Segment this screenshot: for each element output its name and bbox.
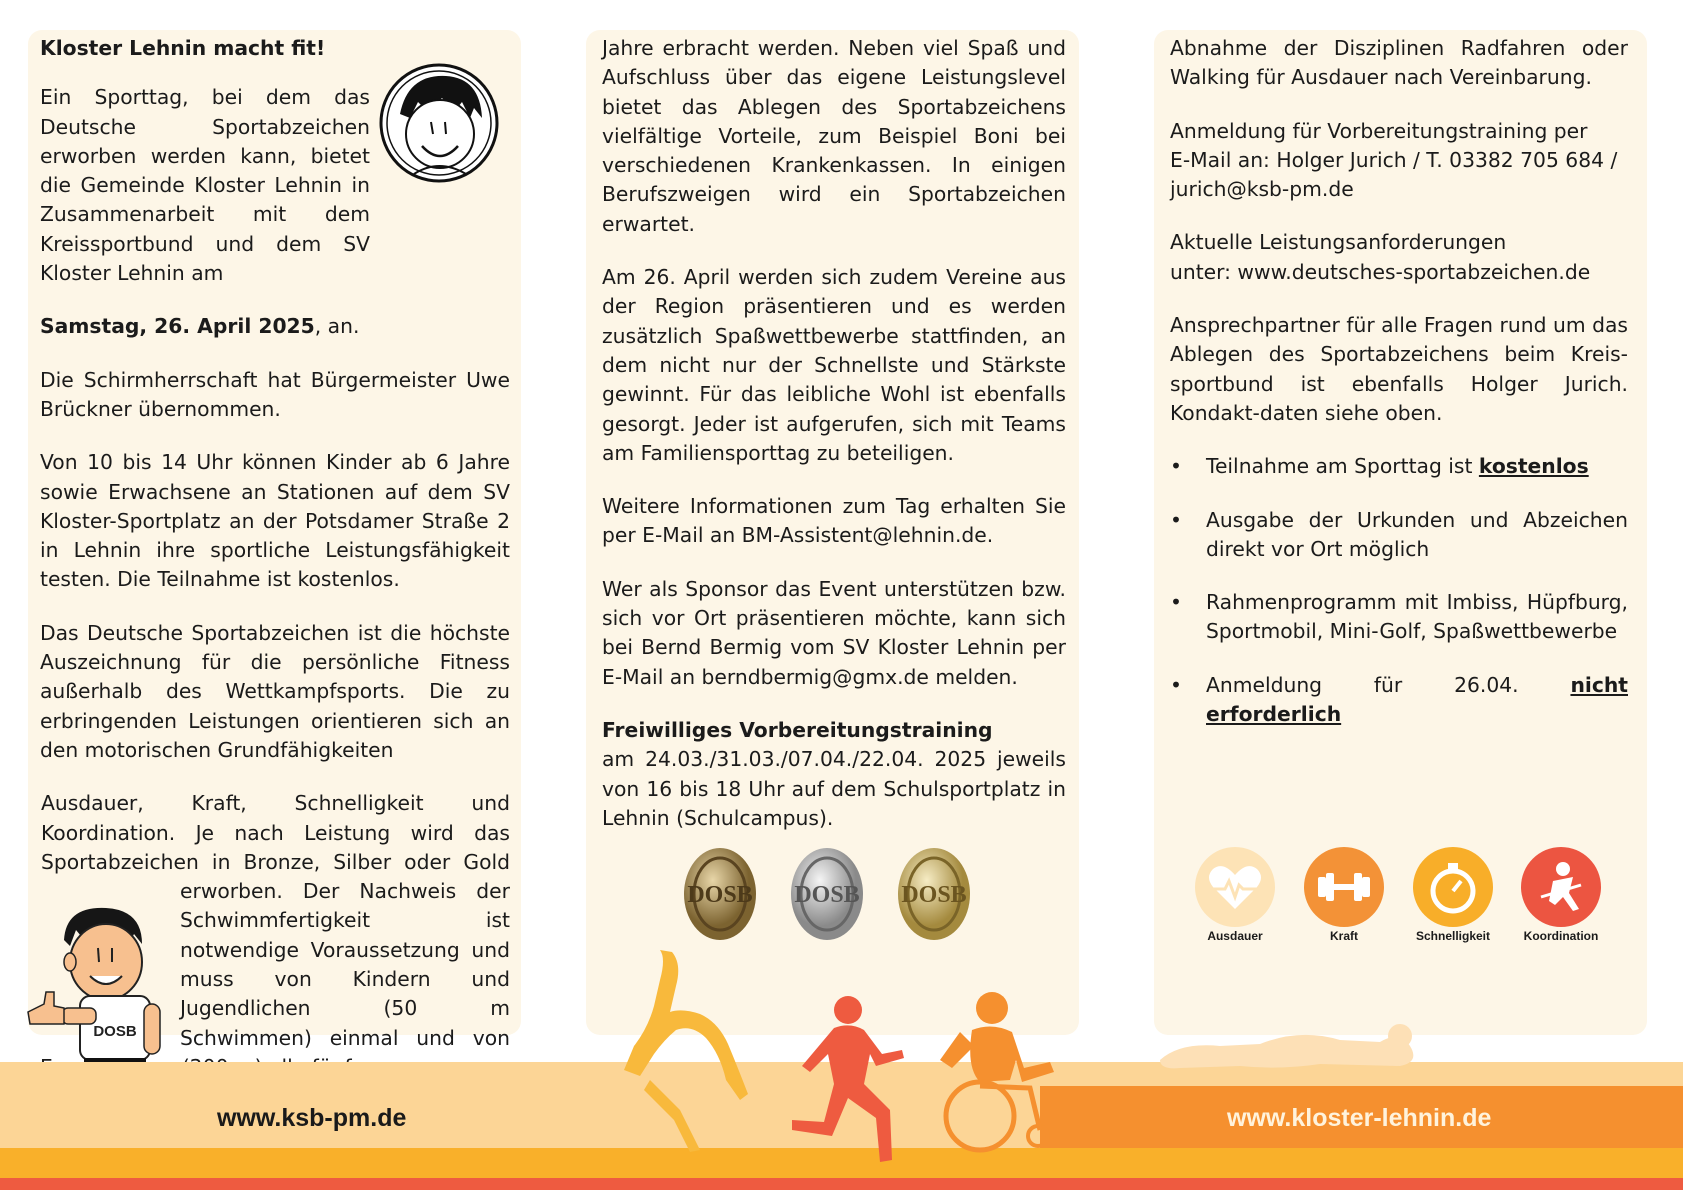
intro-paragraph: Ein Sporttag, bei dem das Deutsche Sportabzeichen erworben werden kann, bietet die Gemeinde Kloster Lehnin in Zusammenarbeit mit dem Kreissportbund und dem SV Kloster Lehnin am [40,85,370,286]
silver-medal-icon [791,848,863,940]
column-middle-text [602,34,1066,833]
koordination-circle [1521,847,1601,927]
wheelchair-athlete-icon [940,992,1054,1150]
mascot-face-icon [378,62,500,184]
athlete-silhouettes [620,950,1683,1180]
disciplines-note: Abnahme der Disziplinen Radfahren oder Walking für Ausdauer nach Vereinbarung. [1170,36,1628,90]
sportabzeichen-paragraph: Das Deutsche Sportabzeichen ist die höchste Auszeichnung für die persönliche Fitness außerhalb des Wettkampfsports. Die zu erbringenden Leistungen orientieren sich an den motorischen Grundfähigkeiten [40,620,510,762]
event-date-suffix: , an. [314,314,360,339]
runner-icon [792,996,904,1162]
ksb-website-link[interactable]: www.ksb-pm.de [217,1104,407,1132]
schedule-paragraph: Von 10 bis 14 Uhr können Kinder ab 6 Jahre sowie Erwachsene an Stationen auf dem SV Kloster-Sportplatz an der Potsdamer Straße 2 in Lehnin ihre sportliche Leistungsfähigkeit testen. Die Teilnahme ist kostenlos. [40,450,510,592]
mascot-shirt-label: DOSB [93,1023,137,1040]
svg-text:DOSB: DOSB [687,882,753,908]
icon-label-koordination: Koordination [1523,929,1599,943]
bullet-item: • Anmeldung für 26.04. nicht erforderlich [1170,671,1628,730]
balance-icon [1521,847,1601,927]
column-right-text [1170,34,1628,753]
heart-pulse-icon [1195,847,1275,927]
bullet-item: • Rahmenprogramm mit Imbiss, Hüpfburg, Sportmobil, Mini-Golf, Spaßwettbewerbe [1170,588,1628,647]
icon-label-kraft: Kraft [1329,929,1358,943]
bullet-item: • Ausgabe der Urkunden und Abzeichen direkt vor Ort möglich [1170,506,1628,565]
gold-medal-icon [898,848,970,940]
info-bullet-list [1170,452,1628,729]
info-paragraph: Weitere Informationen zum Tag erhalten Sie per E-Mail an BM-Assistent@lehnin.de. [602,494,1066,548]
clubs-paragraph: Am 26. April werden sich zudem Vereine aus der Region präsentieren und es werden zusätzlich Spaßwettbewerbe stattfinden, an dem nicht nur der Schnellste und Stärkste gewinnt. Für das leibliche Wohl ist ebenfalls gesorgt. Jeder ist aufgerufen, sich mit Teams am Familiensporttag zu beteiligen. [602,265,1066,465]
registration-line-2: E-Mail an: Holger Jurich / T. 03382 705 684 / [1170,147,1618,172]
dumbbell-icon [1304,847,1384,927]
icon-label-schnelligkeit: Schnelligkeit [1415,929,1491,943]
training-title: Freiwilliges Vorbereitungstraining [602,717,993,742]
patronage-paragraph: Die Schirmherrschaft hat Bürgermeister Uwe Brückner übernommen. [40,367,510,421]
stopwatch-icon [1413,847,1493,927]
svg-text:DOSB: DOSB [901,882,967,908]
medals-group [682,846,972,944]
bullet-item: • Teilnahme am Sporttag ist kostenlos [1170,452,1628,481]
icon-label-ausdauer: Ausdauer [1207,929,1263,943]
benefits-paragraph: Jahre erbracht werden. Neben viel Spaß und Aufschluss über das eigene Leistungslevel bietet das Ablegen des Sportabzeichens vielfältige Vorteile, zum Beispiel Boni bei verschiedenen Krankenkassen. In einigen Berufszweigen wird ein Sportabzeichen erwartet. [602,36,1066,236]
registration-line-1: Anmeldung für Vorbereitungstraining per [1170,118,1588,143]
sponsor-paragraph: Wer als Sponsor das Event unterstützen bzw. sich vor Ort präsentieren möchte, kann sich bei Bernd Bermig vom SV Kloster Lehnin per E-Mail an berndbermig@gmx.de melden. [602,576,1066,689]
swimmer-icon [1160,1024,1413,1068]
ausdauer-circle [1195,847,1275,927]
contact-paragraph: Ansprechpartner für alle Fragen rund um das Ablegen des Sportabzeichens beim Kreis-sportbund ist ebenfalls Holger Jurich. Kondakt-daten siehe oben. [1170,313,1628,425]
svg-text:DOSB: DOSB [794,882,860,908]
gymnast-icon [624,950,748,1152]
event-date: Samstag, 26. April 2025 [40,314,315,339]
requirements-url: unter: www.deutsches-sportabzeichen.de [1170,259,1591,284]
disciplines-paragraph: Ausdauer, Kraft, Schnelligkeit und Koordination. Je nach Leistung wird das Sportabzeichen in Bronze, Silber oder Gold erworben. Der Nachweis der Schwimmfertigkeit ist notwendige Voraussetzung und muss von Kindern und Jugendlichen (50 m Schwimmen) einmal und von [41,791,510,1050]
registration-email: jurich@ksb-pm.de [1170,177,1354,202]
training-text: am 24.03./31.03./07.04./22.04. 2025 jeweils von 16 bis 18 Uhr auf dem Schulsportplatz in Lehnin (Schulcampus). [602,747,1066,830]
bronze-medal-icon [684,848,756,940]
kloster-lehnin-website-link[interactable]: www.kloster-lehnin.de [1227,1104,1492,1132]
heading-kloster-lehnin: Kloster Lehnin macht fit! [40,36,326,60]
kraft-circle [1304,847,1384,927]
schnelligkeit-circle [1413,847,1493,927]
requirements-line-1: Aktuelle Leistungsanforderungen [1170,230,1507,255]
